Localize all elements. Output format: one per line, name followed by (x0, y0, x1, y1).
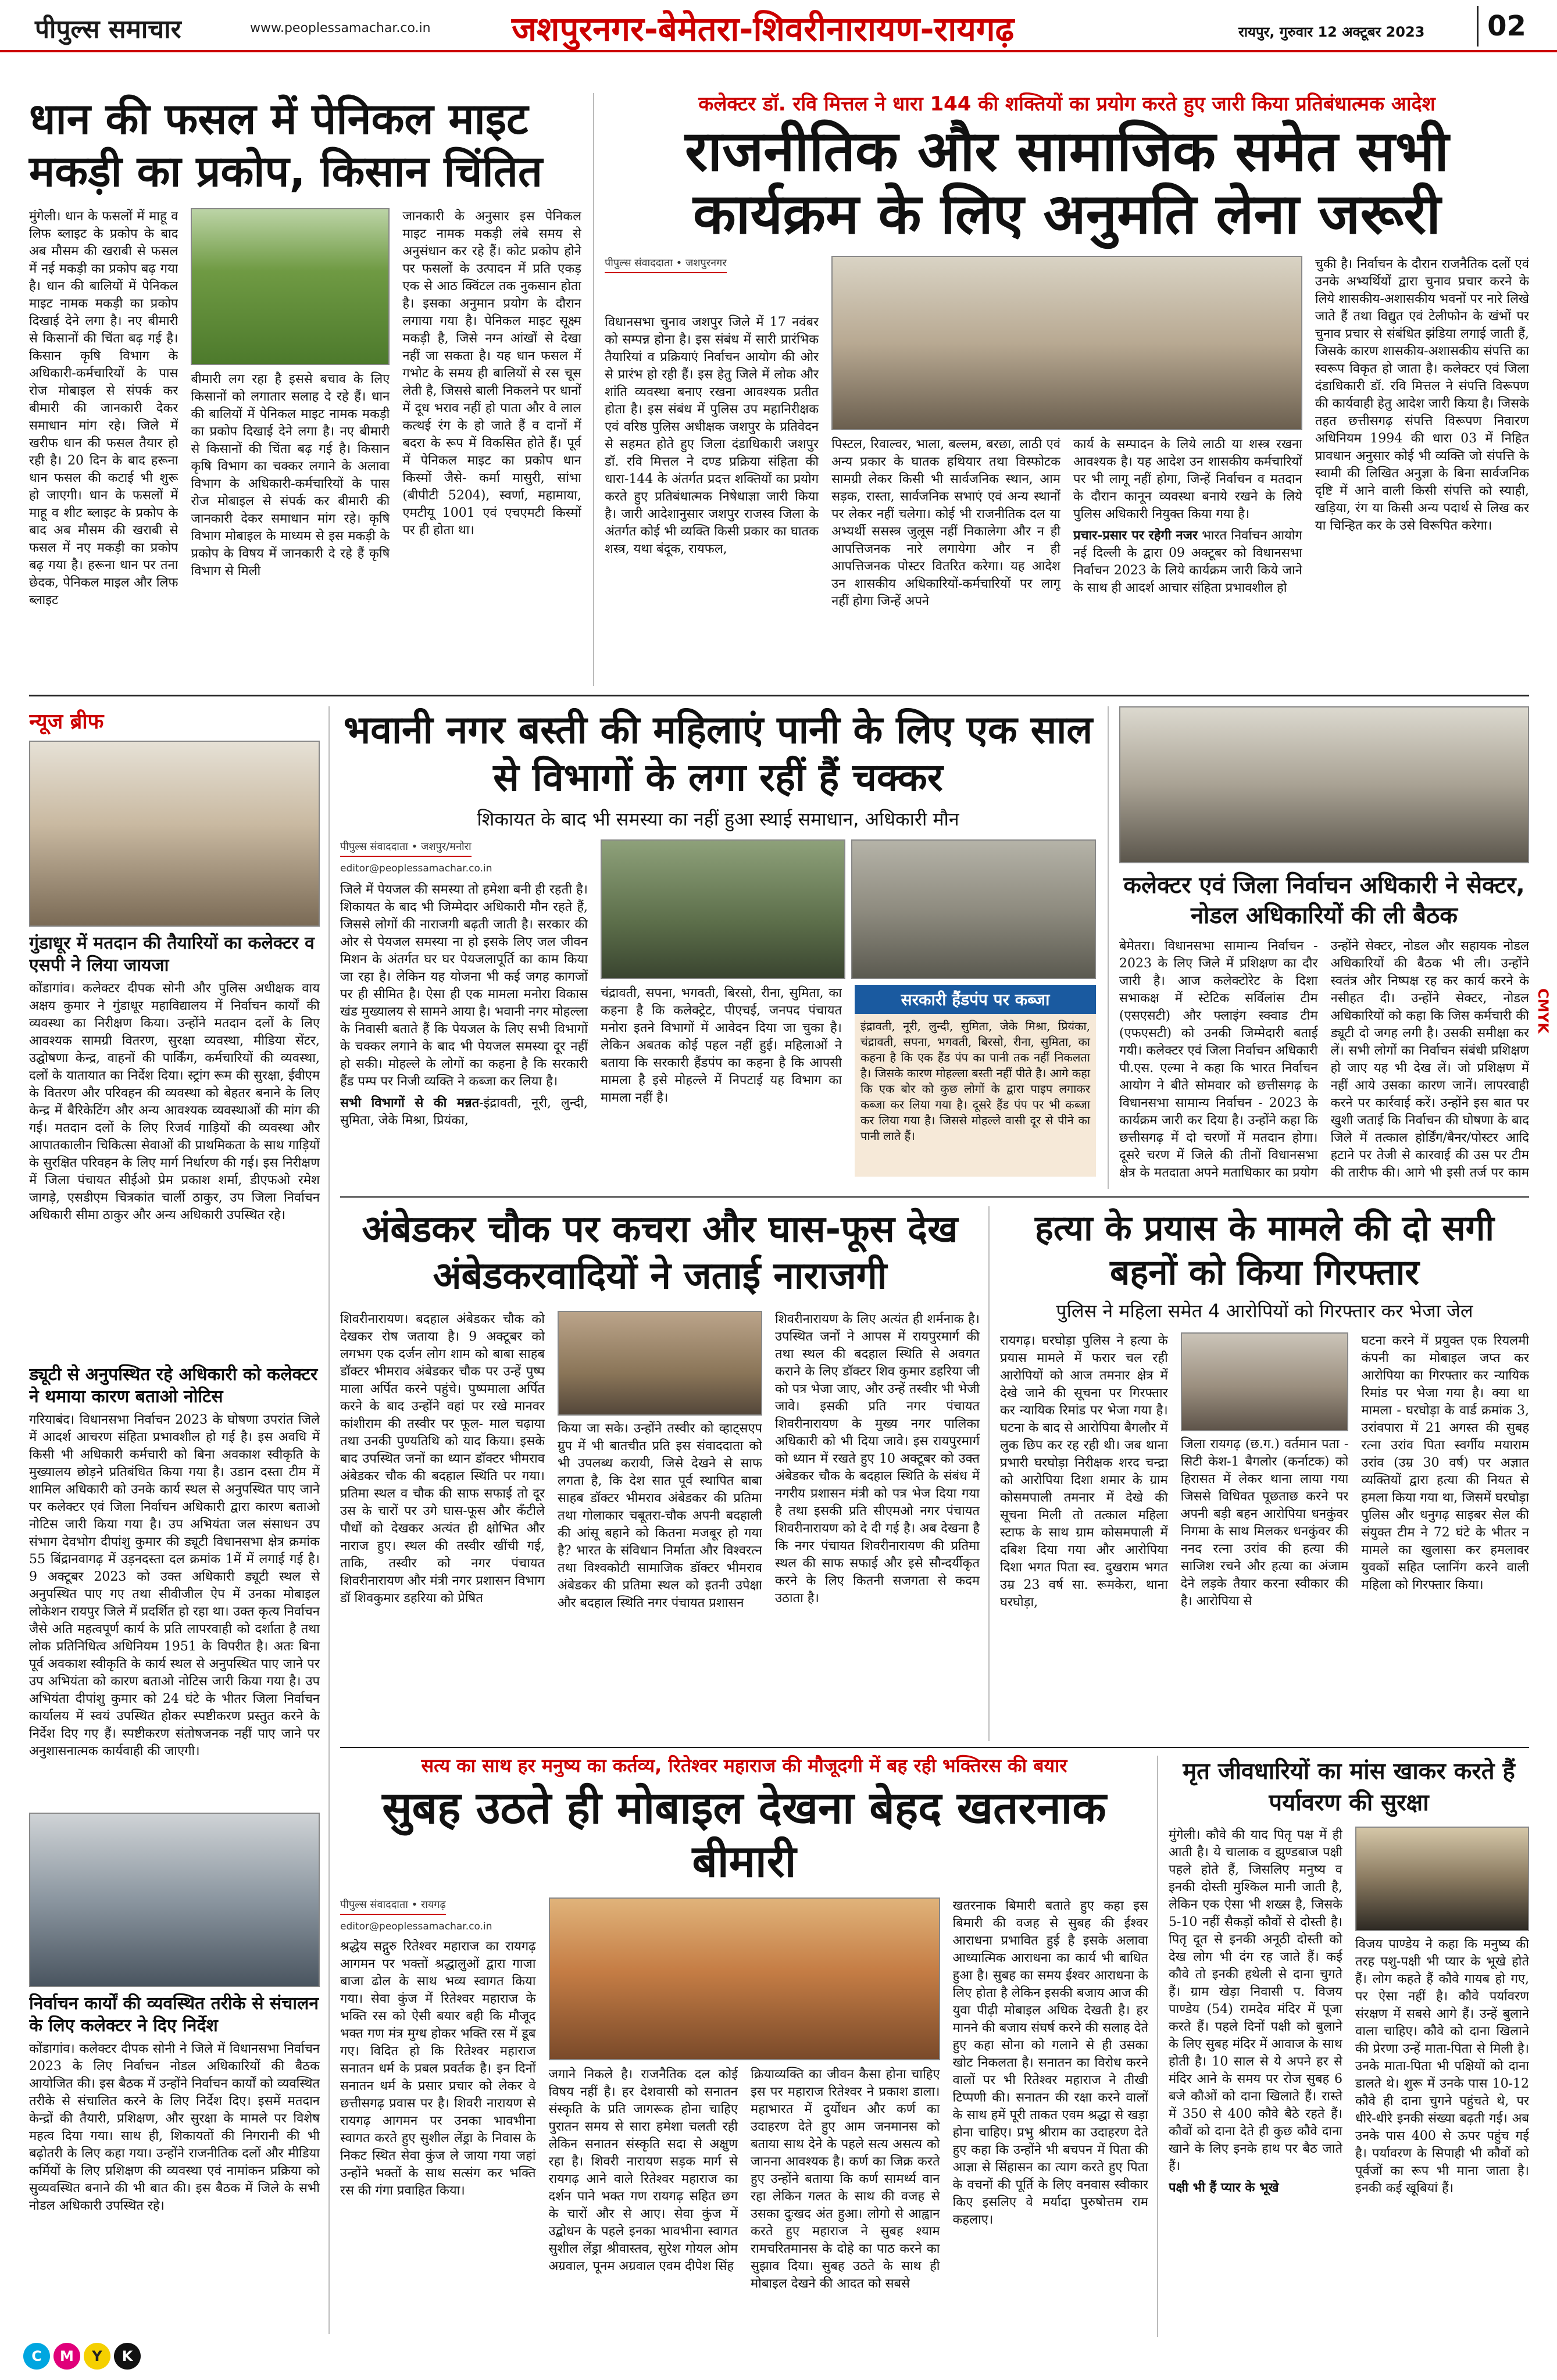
headline: हत्या के प्रयास के मामले की दो सगी बहनों को किया गिरफ्तार (1035, 1208, 1494, 1293)
news-brief-label: न्यूज ब्रीफ (29, 710, 104, 734)
brief-photo-1 (29, 741, 320, 927)
reg-mark-m: M (53, 2343, 80, 2370)
brief-body: गरियाबंद। विधानसभा निर्वाचन 2023 के घोषणा उपरांत जिले में आदर्श आचरण संहिता प्रभावशील हो गई है। इस अवधि में किसी भी अधिकारी कर्मचारी को बिना अवकाश स्वीकृति के मुख्यालय छोड़ने प्रतिबंधित किया गया है। उडान दस्ता टीम में शामिल अधिकारी को उनके कार्य स्थल से अनुपस्थित पाए जाने पर कलेक्टर एवं जिला निर्वाचन अधिकारी द्वारा कारण बताओ नोटिस जारी किया गया है। उप अभियंता जल संसाधन उप संभाग देवभोग दीपांशु कुमार की ड्यूटी विधानसभा क्षेत्र क्रमांक 55 बिंद्रानवागढ़ में उड़नदस्ता दल क्रमांक 1में में लगाई गई है। 9 अक्टूबर 2023 को उक्त अधिकारी ड्यूटी स्थल से अनुपस्थित पाए गए तथा सीवीजील ऐप में उनका मोबाइल लोकेशन रायपुर जिले में प्रदर्शित हो रहा था। उक्त कृत्य निर्वाचन जैसे अति महत्वपूर्ण कार्य के प्रति लापरवाही को दर्शाता है तथा लोक प्रतिनिधित्व अधिनियम 1951 के विपरीत है। अतः बिना पूर्व अवकाश स्वीकृति के कार्य स्थल से अनुपस्थित पाए जाने पर उप अभियंता को कारण बताओ नोटिस जारी किया गया है। उप अभियंता दीपांशु कुमार को 24 घंटे के भीतर जिला निर्वाचन कार्यालय में स्वयं उपस्थित होकर स्पष्टीकरण प्रस्तुत करने के निर्देश दिए गए हैं। स्पष्टीकरण संतोषजनक नहीं पाए जाने पर अनुशासनात्मक कार्यवाही की जाएगी। (29, 1413, 320, 1759)
byline-place: जशपुरनगर (685, 257, 727, 270)
brief-headline: ड्यूटी से अनुपस्थित रहे अधिकारी को कलेक्टर ने थमाया कारण बताओ नोटिस (29, 1364, 318, 1407)
body-col: भारत निर्वाचन आयोग नई दिल्ली के द्वारा 09 अक्टूबर को विधानसभा निर्वाचन 2023 के लिये कार्यक्रम जारी किये जाने के साथ ही आदर्श आचार संहिता प्रभावशील हो (1073, 528, 1302, 596)
brief-body: कोंडागांव। कलेक्टर दीपक सोनी और पुलिस अधीक्षक वाय अक्षय कुमार ने गुंडाधूर महाविद्यालय में निर्वाचन कार्यों की व्यवस्था का निरीक्षण किया। उन्होंने मतदान दलों के लिए आवश्यक सामग्री वितरण, सुरक्षा व्यवस्था, मीडिया सेंटर, उद्घोषणा केन्द्र, वाहनों की पार्किंग, कर्मचारियों की व्यवस्था, दलों के यातायात का निर्देश दिया। स्ट्रांग रूम की सुरक्षा, ईवीएम के वितरण और परिवहन की व्यवस्था को बेहतर बनाने के लिए केन्द्र में बैरिकेटिंग और अन्य आवश्यक व्यवस्थाओं की मांग की गई। मतदान दलों के लिए रिजर्व गाड़ियों की व्यवस्था और आपातकालीन चिकित्सा सेवाओं की प्राथमिकता के साथ गाड़ियों के सुरक्षित परिवहन के लिए मार्ग निर्धारण की गई। इस निरीक्षण में जिला पंचायत सीईओ प्रेम प्रकाश शर्मा, डीएफओ रमेश जागड़े, एसडीएम चित्रकांत चार्ली ठाकुर, उप जिला निर्वाचन अधिकारी सीमा ठाकुर और अन्य अधिकारी उपस्थित रहे। (29, 981, 320, 1223)
body-col: पिस्टल, रिवाल्वर, भाला, बल्लम, बरछा, लाठी एवं अन्य प्रकार के घातक हथियार तथा विस्फोटक सामग्री लेकर किसी भी सार्वजनिक स्थान, आम सड़क, रास्ता, सार्वजनिक सभाएं एवं अन्य स्थानों पर लेकर नहीं चलेगा। कोई भी राजनीतिक दल या अभ्यर्थी ससस्त्र जुलूस नहीं निकालेगा और न ही आपत्तिजनक नारे लगायेगा और न ही आपत्तिजनक पोस्टर वितरित करेगा। यह आदेश उन शासकीय अधिकारियों-कर्मचारियों पर लागू नहीं होगा जिन्हें अपने (831, 437, 1060, 609)
story-water: भवानी नगर बस्ती की महिलाएं पानी के लिए एक साल से विभागों के लगा रहीं हैं चक्कर शिकायत के बाद भी समस्या का नहीं हुआ स्थाई समाधान, अधिकारी मौन पीपुल्स संवाददाता • जशपुर/मनोरा editor@peoplessamachar.co.in जिले में पेयजल की समस्या तो हमेशा बनी ही रहती है। शिकायत के बाद भी जिम्मेदार अधिकारी मौन रहते हैं, जिससे लोगों की नाराजगी बढ़ती जाती है। सरकार की ओर से पेयजल समस्या ना हो इसके लिए जल जीवन मिशन के अंतर्गत घर घर पेयजलापूर्ति का काम किया जा रहा है। लेकिन यह योजना भी कई जगह कागजों पर ही सीमित है। ऐसा ही एक मामला मनोरा विकास खंड मुख्यालय से सामने आया है। भवानी नगर मोहल्ला के निवासी बताते हैं कि पेयजल के लिए सभी विभागों के चक्कर लगाने के बाद भी पेयजल समस्या दूर नहीं हो सकी। मोहल्ले के लोगों का कहना है कि सरकारी हैंड पम्प पर निजी व्यक्ति ने कब्जा कर लिया है। सभी विभागों से की मन्नत-इंद्रावती, नूरी, लुन्दी, सुमिता, जेके मिश्रा, प्रियंका, चंद्रावती, सपना, भगवती, बिरसो, रीना, सुमिता, का कहना है कि कलेक्ट्रेट, पीएचई, जनपद पंचायत मनोरा इतने विभागों में आवेदन दिया जा चुका है। लेकिन अबतक कोई पहल नहीं हुई। महिलाओं ने बताया कि सरकारी हैंडपंप का कहना है कि आपसी मामला है इसे मोहल्ले में निपटाई यह विभाग का मामला नहीं है। सरकारी हैंडपंप पर कब्जा इंद्रावती, नूरी, लुन्दी, सुमिता, जेके मिश्रा, प्रियंका, चंद्रावती, सपना, भगवती, बिरसो, रीना, सुमिता, का कहना है कि एक हैंड पंप का पानी तक नहीं निकलता है। जिसके कारण मोहल्ला बस्ती नहीं पीते है। आगे कहा कि एक बोर को कुछ लोगों के द्वारा पाइप लगाकर कब्जा कर लिया गया है। दूसरे हैंड पंप पर भी कब्जा कर लिया गया है। जिससे मोहल्ले वासी दूर से पीने का पानी लाते हैं। (340, 706, 1096, 1189)
well-photo (601, 839, 845, 979)
headline: धान की फसल में पेनिकल माइट मकड़ी का प्रकोप, किसान चिंतित (29, 94, 543, 196)
body-col: उन्होंने सेक्टर, नोडल और सहायक नोडल अधिकारियों की बैठक भी ली। उन्होंने स्वतंत्र और निष्पक्ष रह कर कार्य करने के नसीहत दी। उन्होंने सेक्टर, नोडल अधिकारियों को कहा कि जिस कर्मचारी की ड्यूटी दो जगह लगी है। उसकी समीक्षा कर लें। सभी लोगों का निर्वाचन संबंधी प्रशिक्षण हो जाए यह भी देख लें। जो प्रशिक्षण में नहीं आये उसका कारण जानें। लापरवाही करने पर कार्रवाई करें। उन्होंने इस बात पर खुशी जताई कि निर्वाचन की घोषणा के बाद जिले में तत्काल होर्डिंग/बैनर/पोस्टर आदि हटाने पर तेजी से कारवाई की उस पर टीम की तारीफ की। आगे भी इसी तर्ज पर काम (1330, 939, 1529, 1180)
byline-email: editor@peoplessamachar.co.in (340, 1920, 492, 1932)
satsang-photo (549, 1897, 940, 2060)
story-meeting (1119, 706, 1529, 1189)
kicker: कलेक्टर डॉ. रवि मित्तल ने धारा 144 की शक्तियों का प्रयोग करते हुए जारी किया प्रतिबंधात्मक आदेश (698, 92, 1435, 116)
body-col: शिवरीनारायण के लिए अत्यंत ही शर्मनाक है। उपस्थित जनों ने आपस में रायपुरमार्ग की तथा स्थल की बदहाल स्थिति से अवगत कराने के लिए डॉक्टर शिव कुमार डहरिया जी को पत्र भेजा जाए, और उन्हें तस्वीर भी भेजी जावे। इसकी प्रति नगर पंचायत शिवरीनारायण के मुख्य नगर पालिका अधिकारी को भी दिया जावे। इस रायपुरमार्ग को ध्यान में रखते हुए 10 अक्टूबर को उक्त अंबेडकर चौक के बदहाल स्थिति के संबंध में नगरीय प्रशासन मंत्री को पत्र भेज दिया गया है तथा इसकी प्रति सीएमओ नगर पंचायत शिवरीनारायण को दे दी गई है। अब देखना है कि नगर पंचायत शिवरीनारायण की प्रतिमा स्थल की साफ सफाई और इसे सौन्दर्यीकृत करने के लिए कितनी सजगता से कदम उठाता है। (775, 1312, 980, 1606)
byline: पीपुल्स संवाददाता (340, 841, 408, 853)
subhead: प्रचार-प्रसार पर रहेगी नजर (1073, 528, 1198, 544)
story-crow (1169, 1756, 1529, 2337)
reg-mark-k: K (114, 2343, 141, 2370)
headline: भवानी नगर बस्ती की महिलाएं पानी के लिए एक साल से विभागों के लगा रहीं हैं चक्कर (343, 707, 1093, 800)
body-col: शिवरीनारायण। बदहाल अंबेडकर चौक को देखकर रोष जताया है। 9 अक्टूबर को लगभग एक दर्जन लोग शाम को बाबा साहब डॉक्टर भीमराव अंबेडकर चौक पर उन्हें पुष्प माला अर्पित करने पहुंचे। पुष्पमाला अर्पित करने के बाद उन्होंने वहां पर रखे मानवर कांशीराम की तस्वीर पर फूल- माल चढ़ाया तथा उनकी पुण्यतिथि को याद किया। इसके बाद उपस्थित जनों का ध्यान डॉक्टर भीमराव अंबेडकर चौक की बदहाल स्थिति पर गया। प्रतिमा स्थल व चौक की साफ सफाई तो दूर उस के चारों पर उगे घास-फूस और कँटीले पौधों को देखकर अत्यंत ही क्षोभित और नाराज हुए। स्थल की तस्वीर खींची गई, ताकि, तस्वीर को नगर पंचायत शिवरीनारायण और मंत्री नगर प्रशासन विभाग डॉ शिवकुमार डहरिया को प्रेषित (340, 1312, 545, 1606)
brief-photo-2 (29, 1813, 320, 1987)
brief-headline: निर्वाचन कार्यों की व्यवस्थित तरीके से संचालन के लिए कलेक्टर ने दिए निर्देश (29, 1993, 319, 2036)
subhead: पुलिस ने महिला समेत 4 आरोपियों को गिरफ्तार कर भेजा जेल (1056, 1300, 1473, 1322)
headline: राजनीतिक और सामाजिक समेत सभी कार्यक्रम के लिए अनुमति लेना जरूरी (684, 119, 1449, 247)
body-col: रायगढ़। घरघोड़ा पुलिस ने हत्या के प्रयास मामले में फरार चल रही आरोपियों को आज तमनार क्षेत्र में देखे जाने की सूचना पर गिरफ्तार कर न्यायिक रिमांड पर भेजा गया है। घटना के बाद से आरोपिया बैगलौर में लुक छिप कर रह रही थी। जब थाना प्रभारी घरघोड़ा निरीक्षक शरद चन्द्रा को आरोपिया दिशा शमार के ग्राम कोसमपाली तमनार में देखे की सूचना मिली तो तत्काल महिला स्टाफ के साथ ग्राम कोसमपाली में दबिश दिया गया और आरोपिया दिशा भगत पिता स्व. दुखराम भगत उम्र 23 वर्ष सा. रूमकेरा, थाना घरघोड़ा, (1000, 1334, 1168, 1610)
handpump-photo (851, 839, 1096, 979)
reg-mark-y: Y (84, 2343, 110, 2370)
story-permission: कलेक्टर डॉ. रवि मित्तल ने धारा 144 की शक्तियों का प्रयोग करते हुए जारी किया प्रतिबंधात्मक आदेश राजनीतिक और सामाजिक समेत सभी कार्यक्रम के लिए अनुमति लेना जरूरी पीपुल्स संवाददाता • जशपुरनगर विधानसभा चुनाव जशपुर जिले में 17 नवंबर को सम्पन्न होना है। इस संबंध में सारी प्रारंभिक तैयारियां व प्रक्रियाएं निर्वाचन आयोग की ओर से प्रारंभ हो रही हैं। इस हेतु जिले में लोक और शांति व्यवस्था बनाए रखना आवश्यक प्रतीत होता है। इस संबंध में पुलिस उप महानिरीक्षक एवं वरिष्ठ पुलिस अधीक्षक जशपुर के प्रतिवेदन से सहमत होते हुए जिला दंडाधिकारी जशपुर डॉ. रवि मित्तल ने दण्ड प्रक्रिया संहिता की धारा-144 के अंतर्गत प्रदत्त शक्तियों का प्रयोग करते हुए प्रतिबंधात्मक निषेधाज्ञा जारी किया है। जारी आदेशानुसार जशपुर राजस्व जिला के अंतर्गत कोई भी व्यक्ति किसी प्रकार का घातक शस्त्र, यथा बंदूक, रायफल, पिस्टल, रिवाल्वर, भाला, बल्लम, बरछा, लाठी एवं अन्य प्रकार के घातक हथियार तथा विस्फोटक सामग्री लेकर किसी भी सार्वजनिक स्थान, आम सड़क, रास्ता, सार्वजनिक सभाएं एवं अन्य स्थानों पर लेकर नहीं चलेगा। कोई भी राजनीतिक दल या अभ्यर्थी ससस्त्र जुलूस नहीं निकालेगा और न ही आपत्तिजनक नारे लगायेगा और न ही आपत्तिजनक पोस्टर वितरित करेगा। यह आदेश उन शासकीय अधिकारियों-कर्मचारियों पर लागू नहीं होगा जिन्हें अपने कार्य के सम्पादन के लिये लाठी या शस्त्र रखना आवश्यक है। यह आदेश उन शासकीय कर्मचारियों पर भी लागू नहीं होगा, जिन्हें निर्वाचन व मतदान के दौरान कानून व्यवस्था बनाये रखने के लिये पुलिस अधिकारी नियुक्त किया गया है। प्रचार-प्रसार पर रहेगी नजर भारत निर्वाचन आयोग नई दिल्ली के द्वारा 09 अक्टूबर को विधानसभा निर्वाचन 2023 के लिये कार्यक्रम जारी किये जाने के साथ ही आदर्श आचार संहिता प्रभावशील हो चुकी है। निर्वाचन के दौरान राजनैतिक दलों एवं उनके अभ्यर्थियों द्वारा चुनाव प्रचार करने के लिये शासकीय-अशासकीय भवनों पर नारे लिखे जाते हैं तथा विद्युत एवं टेलीफोन के खंभों पर चुनाव प्रचार से संबंधित झंडिया लगाई जाती हैं, जिसके कारण शासकीय-अशासकीय संपत्ति का स्वरूप विकृत हो जाता है। कलेक्टर एवं जिला दंडाधिकारी डॉ. रवि मित्तल ने संपत्ति विरूपण की कार्यवाही हेतु आदेश जारी किया है। जिसके तहत छत्तीसगढ़ संपत्ति विरूपण निवारण अधिनियम 1994 की धारा 03 में निहित प्रावधान अनुसार कोई भी व्यक्ति जो संपत्ति के स्वामी की लिखित अनुज्ञा के बिना सार्वजनिक दृष्टि में आने वाली किसी संपत्ति को स्याही, खड़िया, रंग या किसी अन्य पदार्थ से लिख कर या चिन्हित कर के उसे विरूपित करेगा। (605, 93, 1529, 686)
paddy-field-photo (191, 208, 390, 365)
body-col: बीमारी लग रहा है इससे बचाव के लिए किसानों को लगातार सलाह दे रहे हैं। धान की बालियों में पेनिकल माइट नामक मकड़ी का प्रकोप दिखाई देने लगा है। नए बीमारी से किसानों की चिंता बढ़ गई है। किसान कृषि विभाग का चक्कर लगाने के अलावा विभाग के अधिकारी-कर्मचारियों के पास रोज मोबाइल से संपर्क कर बीमारी की जानकारी देकर समाधान मांग रहे। कृषि विभाग मोबाइल के माध्यम से इस मकड़ी के प्रकोप के विषय में जानकारी दे रहे हैं कृषि विभाग से मिली (191, 372, 390, 578)
story-mobile: सत्य का साथ हर मनुष्य का कर्तव्य, रितेश्वर महाराज की मौजूदगी में बह रही भक्तिरस की बयार सुबह उठते ही मोबाइल देखना बेहद खतरनाक बीमारी पीपुल्स संवाददाता • रायगढ़ editor@peoplessamachar.co.in श्रद्धेय सद्गुरु रितेश्वर महाराज का रायगढ़ आगमन पर भक्तों श्रद्धालुओं द्वारा गाजा बाजा ढोल के साथ भव्य स्वागत किया गया। सेवा कुंज में रितेश्वर महाराज के भक्ति रस को ऐसी बयार बही कि मौजूद भक्त गण मंत्र मुग्ध होकर भक्ति रस में डूब गए। विदित हो कि रितेश्वर महाराज सनातन धर्म के प्रबल प्रवर्तक है। इन दिनों सनातन धर्म के प्रसार प्रचार को लेकर वे छत्तीसगढ़ प्रवास पर है। शिवरी नारायण से रायगढ़ आगमन पर उनका भावभीना स्वागत करते हुए सुशील लेंड्रा के निवास के निकट स्थित सेवा कुंज ले जाया गया जहां उन्होंने भक्तों के साथ सत्संग कर भक्ति रस की गंगा प्रवाहित किया। जगाने निकले है। राजनैतिक दल कोई विषय नहीं है। हर देशवासी को सनातन संस्कृति के प्रति जागरूक होना चाहिए पुरातन समय से सारा हमेशा चलती रही लेकिन सनातन संस्कृति सदा से अक्षुण रहा है। शिवरी नारायण सड़क मार्ग से रायगढ़ आने वाले रितेश्वर महाराज का दर्शन पाने भक्त गण रायगढ़ सहित छग के चारों और से आए। सेवा कुंज में उद्बोधन के पहले इनका भावभीना स्वागत सुशील लेंड्रा श्रीवास्तव, सुरेश गोयल ओम अग्रवाल, पूनम अग्रवाल एवम दीपेश सिंह क्रियाव्यक्ति का जीवन कैसा होना चाहिए इस पर महाराज रितेश्वर ने प्रकाश डाला। महाभारत में दुर्योधन और कर्ण का उदाहरण देते हुए आम जनमानस को बताया साथ देने के पहले सत्य असत्य को जानना आवश्यक है। कर्ण का जिक्र करते हुए उन्होंने बताया कि कर्ण सामर्थ्य वान रहा लेकिन गलत के साथ की वजह से उसका दुःखद अंत हुआ। लोगो से आह्वान करते हुए महाराज ने सुबह श्याम रामचरितमानस के दोहे का पाठ करने का सुझाव दिया। सुबह उठते के साथ ही मोबाइल देखने की आदत को सबसे खतरनाक बिमारी बताते हुए कहा इस बिमारी की वजह से सुबह की ईश्वर आराधना प्रभावित हुई है इसके अलावा आध्यात्मिक आराधना का कार्य भी बाधित हुआ है। सुबह का समय ईश्वर आराधना के लिए होता है लेकिन इसकी बजाय आज की युवा पीढ़ी मोबाइल अधिक देखती है। हर मानने की बजाय संघर्ष करने की सलाह देते हुए कहा सोना को गलाने से ही उसका खोट निकलता है। सनातन का विरोध करने वालों पर भी रितेश्वर महाराज ने तीखी टिप्पणी की। सनातन की रक्षा करने वालों के साथ हमें पूरी ताकत एवम श्रद्धा से खड़ा होना चाहिए। प्रभु श्रीराम का उदाहरण देते हुए कहा कि उन्होंने भी बचपन में पिता की आज्ञा से सिंहासन का त्याग करते हुए पिता के वचनों की पूर्ति के लिए वनवास स्वीकार किए इसलिए वे मर्यादा पुरुषोत्तम राम कहलाए। (340, 1756, 1148, 2337)
body-col: मुंगेली। कौवे की याद पितृ पक्ष में ही आती है। ये चालाक व झुण्डबाज पक्षी पहले होते हैं, जिसलिए मनुष्य व इनकी दोस्ती मुश्किल मानी जाती है, लेकिन एक ऐसा भी शख्स है, जिसके 5-10 नहीं सैकड़ों कौवों से दोस्ती है। पितृ दूत से इनकी अनूठी दोस्ती को देख लोग भी दंग रह जाते हैं। कई कौवे तो इनकी हथेली से दाना चुगते हैं। ग्राम खेड़ा निवासी प. विजय पाण्डेय (54) रामदेव मंदिर में पूजा करते हैं। पहले दिनों पक्षी को बुलाने के लिए सुबह मंदिर में आवाज के साथ होती है। 10 साल से ये अपने हर से मंदिर आने के समय पर रोज सुबह 6 बजे कौओं को दाना खिलाते हैं। रास्ते में 350 से 400 कौवे बैठे रहते हैं। कौवों को दाना देते ही कुछ कौवे दाना खाने के लिए इनके हाथ पर बैठ जाते हैं। (1169, 1828, 1342, 2174)
masthead (0, 0, 1557, 52)
body-col: कार्य के सम्पादन के लिये लाठी या शस्त्र रखना आवश्यक है। यह आदेश उन शासकीय कर्मचारियों पर भी लागू नहीं होगा, जिन्हें निर्वाचन व मतदान के दौरान कानून व्यवस्था बनाये रखने के लिये पुलिस अधिकारी नियुक्त किया गया है। (1073, 437, 1302, 522)
body-col: जानकारी के अनुसार इस पेनिकल माइट नामक मकड़ी लंबे समय से अनुसंधान कर रहे हैं। कोट प्रकोप होने पर फसलों के उत्पादन में प्रति एकड़ एक से आठ क्विंटल तक नुकसान होता है। इसका अनुमान प्रयोग के दौरान लगाया गया है। पेनिकल माइट सूक्ष्म मकड़ी है, जिसे नग्न आंखों से देखा नहीं जा सकता है। यह धान फसल में गभोट के समय ही बालियों से रस चूस लेती है, जिससे बाली निकलने पर धानों में दूध भराव नहीं हो पाता और वे लाल कत्थई रंग के हो जाते हैं व दानों में बदरा के रूप में विकसित होते हैं। पूर्व में पेनिकल माइट का प्रकोप धान किस्मों जैसे- कर्मा मासुरी, सांभा (बीपीटी 5204), स्वर्णा, महामाया, एमटीयू 1001 एवं एचएमटी किस्मों पर ही होता था। (402, 209, 582, 538)
headline: सुबह उठते ही मोबाइल देखना बेहद खतरनाक बीमारी (382, 1781, 1106, 1887)
body-col: घटना करने में प्रयुक्त एक रियलमी कंपनी का मोबाइल जप्त कर आरोपिया का गिरफ्तार कर न्यायिक रिमांड पर भेजा गया है। क्या था मामला - घरघोड़ा के वार्ड क्रमांक 3, उरांवपारा में 21 अगस्त की सुबह रत्ना उरांव पिता स्वर्गीय मयाराम उरांव (उम्र 30 वर्ष) पर अज्ञात व्यक्तियों द्वारा हत्या की नियत से हमला किया गया था, जिसमें घरघोड़ा पुलिस और धनुगढ़ साइबर सेल की संयुक्त टीम ने 72 घंटे के भीतर न मामले का खुलासा कर हमलावर युवकों सहित प्लानिंग करने वाली महिला को गिरफ्तार किया। (1361, 1334, 1530, 1592)
side-cmyk-label: CMYK (1535, 988, 1551, 1034)
brief-headline: गुंडाधूर में मतदान की तैयारियों का कलेक्टर व एसपी ने लिया जायजा (29, 933, 315, 975)
story-ambedkar (340, 1206, 980, 1741)
kicker: सत्य का साथ हर मनुष्य का कर्तव्य, रितेश्वर महाराज की मौजूदगी में बह रही भक्तिरस की बयार (421, 1754, 1067, 1777)
byline-place: रायगढ़ (420, 1898, 446, 1911)
body-col: बेमेतरा। विधानसभा सामान्य निर्वाचन - 2023 के लिए जिले में प्रशिक्षण का दौर जारी है। आज कलेक्टोरेट के दिशा सभाकक्ष में स्टेटिक सर्विलांस टीम (एसएसटी) और फ्लाइंग स्क्वाड टीम (एफएसटी) को उनकी जिम्मेदारी बताई गयी। कलेक्टर एवं जिला निर्वाचन अधिकारी पी.एस. एल्मा ने कहा कि भारत निर्वाचन आयोग ने बीते सोमवार को छत्तीसगढ़ के विधानसभा सामान्य निर्वाचन - 2023 के कार्यक्रम जारी कर दिया है। उन्होंने कहा कि छत्तीसगढ़ में दो चरणों में मतदान होगा। दूसरे चरण में जिले की तीनों विधानसभा क्षेत्र के मतदाता अपने मताधिकार का प्रयोग (1119, 939, 1318, 1180)
story-arrest (1000, 1206, 1529, 1741)
body-col: विधानसभा चुनाव जशपुर जिले में 17 नवंबर को सम्पन्न होना है। इस संबंध में सारी प्रारंभिक तैयारियां व प्रक्रियाएं निर्वाचन आयोग की ओर से प्रारंभ हो रही हैं। इस हेतु जिले में लोक और शांति व्यवस्था बनाए रखना आवश्यक प्रतीत होता है। इस संबंध में पुलिस उप महानिरीक्षक एवं वरिष्ठ पुलिस अधीक्षक जशपुर के प्रतिवेदन से सहमत होते हुए जिला दंडाधिकारी जशपुर डॉ. रवि मित्तल ने दण्ड प्रक्रिया संहिता की धारा-144 के अंतर्गत प्रदत्त शक्तियों का प्रयोग करते हुए प्रतिबंधात्मक निषेधाज्ञा जारी किया है। जारी आदेशानुसार जशपुर राजस्व जिला के अंतर्गत कोई भी व्यक्ति किसी प्रकार का घातक शस्त्र, यथा बंदूक, रायफल, (605, 315, 819, 557)
body-col: जिला रायगढ़ (छ.ग.) वर्तमान पता - सिटी केश-1 बैगलोर (कर्नाटक) को हिरासत में लेकर थाना लाया गया जिससे विधिवत पूछताछ करने पर अपनी बड़ी बहन आरोपिया धनकुंवर निगमा के साथ मिलकर धनकुंवर की ननद रत्ना उरांव की हत्या की साजिश रचने और हत्या का अंजाम देने लड़के तैयार करना स्वीकार की है। आरोपिया से (1180, 1437, 1349, 1609)
body-col: मुंगेली। धान के फसलों में माहू व लिफ ब्लाइट के प्रकोप के बाद अब मौसम की खराबी से फसल में नई मकड़ी का प्रकोप बढ़ गया है। धान की बालियों में पेनिकल माइट नामक मकड़ी का प्रकोप दिखाई देने लगा है। नए बीमारी से किसानों की चिंता बढ़ गई है। किसान कृषि विभाग के अधिकारी-कर्मचारियों के पास रोज मोबाइल से संपर्क कर बीमारी की जानकारी देकर समाधान मांग रहे। जिले में खरीफ धान की फसल तैयार हो रही है। 20 दिन के बाद हरूना धान फसल की कटाई भी शुरू हो जाएगी। धान के फसलों में माहू व शीट ब्लाइट के प्रकोप के बाद अब मौसम की खराबी से फसल में नए मकड़ी का प्रकोप बढ़ गया है। हरूना धान पर तना छेदक, पेनिकल माइल और लिफ ब्लाइट (29, 209, 178, 607)
body-col: खतरनाक बिमारी बताते हुए कहा इस बिमारी की वजह से सुबह की ईश्वर आराधना प्रभावित हुई है इसके अलावा आध्यात्मिक आराधना का कार्य भी बाधित हुआ है। सुबह का समय ईश्वर आराधना के लिए होता है लेकिन इसकी बजाय आज की युवा पीढ़ी मोबाइल अधिक देखती है। हर मानने की बजाय संघर्ष करने की सलाह देते हुए कहा सोना को गलाने से ही उसका खोट निकलता है। सनातन का विरोध करने वालों पर भी रितेश्वर महाराज ने तीखी टिप्पणी की। सनातन की रक्षा करने वालों के साथ हमें पूरी ताकत एवम श्रद्धा से खड़ा होना चाहिए। प्रभु श्रीराम का उदाहरण देते हुए कहा कि उन्होंने भी बचपन में पिता की आज्ञा से सिंहासन का त्याग करते हुए पिता के वचनों की पूर्ति के लिए वनवास स्वीकार किए इसलिए वे मर्यादा पुरुषोत्तम राम कहलाए। (952, 1898, 1148, 2227)
body-col: चंद्रावती, सपना, भगवती, बिरसो, रीना, सुमिता, का कहना है कि कलेक्ट्रेट, पीएचई, जनपद पंचायत मनोरा इतने विभागों में आवेदन दिया जा चुका है। लेकिन अबतक कोई पहल नहीं हुई। महिलाओं ने बताया कि सरकारी हैंडपंप का कहना है कि आपसी मामला है इसे मोहल्ले में निपटाई यह विभाग का मामला नहीं है। (601, 986, 842, 1105)
crow-photo (1355, 1827, 1529, 1931)
body-col: जगाने निकले है। राजनैतिक दल कोई विषय नहीं है। हर देशवासी को सनातन संस्कृति के प्रति जागरूक होना चाहिए पुरातन समय से सारा हमेशा चलती रही लेकिन सनातन संस्कृति सदा से अक्षुण रहा है। शिवरी नारायण सड़क मार्ग से रायगढ़ आने वाले रितेश्वर महाराज का दर्शन पाने भक्त गण रायगढ़ सहित छग के चारों और से आए। सेवा कुंज में उद्बोधन के पहले इनका भावभीना स्वागत सुशील लेंड्रा श्रीवास्तव, सुरेश गोयल ओम अग्रवाल, पूनम अग्रवाल एवम दीपेश सिंह (548, 2067, 738, 2274)
info-box (855, 985, 1096, 1177)
meeting-hall-photo (1119, 706, 1529, 863)
byline-place: जशपुर/मनोरा (420, 841, 472, 853)
headline: मृत जीवधारियों का मांस खाकर करते हैं पर्यावरण की सुरक्षा (1183, 1758, 1515, 1816)
meeting-photo (831, 256, 1302, 430)
registration-marks-left (23, 2343, 141, 2370)
accused-photo (1181, 1332, 1349, 1431)
body-col: चुकी है। निर्वाचन के दौरान राजनैतिक दलों एवं उनके अभ्यर्थियों द्वारा चुनाव प्रचार करने के लिये शासकीय-अशासकीय भवनों पर नारे लिखे जाते हैं तथा विद्युत एवं टेलीफोन के खंभों पर चुनाव प्रचार से संबंधित झंडिया लगाई जाती हैं, जिसके कारण शासकीय-अशासकीय संपत्ति का स्वरूप विकृत हो जाता है। कलेक्टर एवं जिला दंडाधिकारी डॉ. रवि मित्तल ने संपत्ति विरूपण की कार्यवाही हेतु आदेश जारी किया है। जिसके तहत छत्तीसगढ़ संपत्ति विरूपण निवारण अधिनियम 1994 की धारा 03 में निहित प्रावधान अनुसार कोई भी व्यक्ति जो संपत्ति के स्वामी की लिखित अनुज्ञा के बिना सार्वजनिक दृष्टि में आने वाली किसी संपत्ति को स्याही, खड़िया, रंग या किसी अन्य पदार्थ से लिख कर या चिन्हित कर के उसे विरूपित करेगा। (1315, 257, 1529, 534)
website: www.peoplessamachar.co.in (250, 21, 431, 35)
body-col: किया जा सके। उन्होंने तस्वीर को व्हाट्सएप ग्रुप में भी बातचीत प्रति इस संवाददाता को भी उपलब्ध करायी, जिसे देखने से साफ लगता है, कि देश सात पूर्व स्थापित बाबा साहब डॉक्टर भीमराव अंबेडकर की प्रतिमा तथा गोलाकार चबूतरा-चौक अपनी बदहाली की आंसू बहाने को कितना मजबूर हो गया है? भारत के संविधान निर्माता और विश्वरत्न तथा विश्वकोटी सामाजिक डॉक्टर भीमराव अंबेडकर की प्रतिमा स्थल को इतनी उपेक्षा और बदहाल स्थिति नगर पंचायत प्रशासन (558, 1421, 762, 1610)
dateline: रायपुर, गुरुवार 12 अक्टूबर 2023 (1238, 24, 1425, 40)
reg-mark-c: C (23, 2343, 50, 2370)
byline-email: editor@peoplessamachar.co.in (340, 863, 492, 874)
body-col: इंद्रावती, नूरी, लुन्दी, सुमिता, जेके मिश्रा, प्रियंका, (340, 1096, 588, 1128)
headline: अंबेडकर चौक पर कचरा और घास-फूस देख अंबेडकरवादियों ने जताई नाराजगी (362, 1208, 958, 1298)
byline: पीपुल्स संवाददाता (605, 257, 673, 270)
brief-body: कोंडागांव। कलेक्टर दीपक सोनी ने जिले में विधानसभा निर्वाचन 2023 के लिए निर्वाचन नोडल अधिकारियों की बैठक आयोजित की। इस बैठक में उन्होंने निर्वाचन कार्यों को व्यवस्थित तरीके से संचालित करने के लिए निर्देश दिए। इसमें मतदान केन्द्रों की तैयारी, प्रशिक्षण, और सुरक्षा के मामले पर विशेष महत्व दिया गया। साथ ही, शिकायतों की निगरानी की भी बढ़ोतरी के लिए कहा गया। उन्होंने राजनीतिक दलों और मीडिया कर्मियों के लिए प्रशिक्षण की व्यवस्था एवं नामांकन प्रक्रिया को सुव्यवस्थित बनाने की भी बात की। इस बैठक में जिले के सभी नोडल अधिकारी उपस्थित रहे। (29, 2042, 320, 2213)
headline: कलेक्टर एवं जिला निर्वाचन अधिकारी ने सेक्टर, नोडल अधिकारियों की ली बैठक (1123, 872, 1525, 929)
subhead: शिकायत के बाद भी समस्या का नहीं हुआ स्थाई समाधान, अधिकारी मौन (477, 808, 959, 830)
edition-title: जशपुरनगर-बेमेतरा-शिवरीनारायण-रायगढ़ (512, 9, 1015, 49)
chowk-photo (558, 1311, 762, 1416)
logo: पीपुल्स समाचार (35, 15, 181, 44)
info-box-body: इंद्रावती, नूरी, लुन्दी, सुमिता, जेके मिश्रा, प्रियंका, चंद्रावती, सपना, भगवती, बिरसो, रीना, सुमिता, का कहना है कि एक हैंड पंप का पानी तक नहीं निकलता है। जिसके कारण मोहल्ला बस्ती नहीं पीते है। आगे कहा कि एक बोर को कुछ लोगों के द्वारा पाइप लगाकर कब्जा कर लिया गया है। दूसरे हैंड पंप पर भी कब्जा कर लिया गया है। जिससे मोहल्ले वासी दूर से पीने का पानी लाते हैं। (860, 1019, 1090, 1143)
story-paddy (29, 93, 581, 686)
news-brief (29, 706, 320, 2334)
byline: पीपुल्स संवाददाता (340, 1898, 408, 1911)
subhead: पक्षी भी हैं प्यार के भूखे (1169, 2180, 1279, 2195)
info-box-title: सरकारी हैंडपंप पर कब्जा (855, 985, 1096, 1014)
body-col: श्रद्धेय सद्गुरु रितेश्वर महाराज का रायगढ़ आगमन पर भक्तों श्रद्धालुओं द्वारा गाजा बाजा ढोल के साथ भव्य स्वागत किया गया। सेवा कुंज में रितेश्वर महाराज के भक्ति रस को ऐसी बयार बही कि मौजूद भक्त गण मंत्र मुग्ध होकर भक्ति रस में डूब गए। विदित हो कि रितेश्वर महाराज सनातन धर्म के प्रबल प्रवर्तक है। इन दिनों सनातन धर्म के प्रसार प्रचार को लेकर वे छत्तीसगढ़ प्रवास पर है। शिवरी नारायण से रायगढ़ आगमन पर उनका भावभीना स्वागत करते हुए सुशील लेंड्रा के निवास के निकट स्थित सेवा कुंज ले जाया गया जहां उन्होंने भक्तों के साथ सत्संग कर भक्ति रस की गंगा प्रवाहित किया। (340, 1939, 536, 2198)
body-col: विजय पाण्डेय ने कहा कि मनुष्य की तरह पशु-पक्षी भी प्यार के भूखे होते हैं। लोग कहते हैं कौवे गायब हो गए, पर ऐसा नहीं है। कौवे पर्यावरण संरक्षण में सबसे आगे हैं। उन्हें बुलाने वाला चाहिए। कौवे को दाना खिलाने की प्रेरणा उन्हें माता-पिता से मिली है। उनके माता-पिता भी पक्षियों को दाना डालते थे। शुरू में उनके पास 10-12 कौवे ही दाना चुगने पहुंचते थे, पर धीरे-धीरे इनकी संख्या बढ़ती गई। अब उनके पास 400 से ऊपर पहुंच गई है। पर्यावरण के सिपाही भी कौवों को पूर्वजों का रूप भी माना जाता है। इनकी कई खूबियां हैं। (1355, 1937, 1529, 2196)
body-col: जिले में पेयजल की समस्या तो हमेशा बनी ही रहती है। शिकायत के बाद भी जिम्मेदार अधिकारी मौन रहते हैं, जिससे लोगों की नाराजगी बढ़ती जाती है। सरकार की ओर से पेयजल समस्या ना हो इसके लिए जल जीवन मिशन के अंतर्गत घर घर पेयजलापूर्ति का काम किया जा रहा है। लेकिन यह योजना भी कई जगह कागजों पर ही सीमित है। ऐसा ही एक मामला मनोरा विकास खंड मुख्यालय से सामने आया है। भवानी नगर मोहल्ला के निवासी बताते हैं कि पेयजल के लिए सभी विभागों के चक्कर लगाने के बाद भी पेयजल समस्या दूर नहीं हो सकी। मोहल्ले के लोगों का कहना है कि सरकारी हैंड पम्प पर निजी व्यक्ति ने कब्जा कर लिया है। (340, 882, 588, 1089)
body-col: क्रियाव्यक्ति का जीवन कैसा होना चाहिए इस पर महाराज रितेश्वर ने प्रकाश डाला। महाभारत में दुर्योधन और कर्ण का उदाहरण देते हुए आम जनमानस को बताया साथ देने के पहले सत्य असत्य को जानना आवश्यक है। कर्ण का जिक्र करते हुए उन्होंने बताया कि कर्ण सामर्थ्य वान रहा लेकिन गलत के साथ की वजह से उसका दुःखद अंत हुआ। लोगो से आह्वान करते हुए महाराज ने सुबह श्याम रामचरितमानस के दोहे का पाठ करने का सुझाव दिया। सुबह उठते के साथ ही मोबाइल देखने की आदत को सबसे (751, 2067, 940, 2291)
subhead: सभी विभागों से की मन्नत (340, 1095, 480, 1110)
page-number: 02 (1477, 6, 1535, 47)
